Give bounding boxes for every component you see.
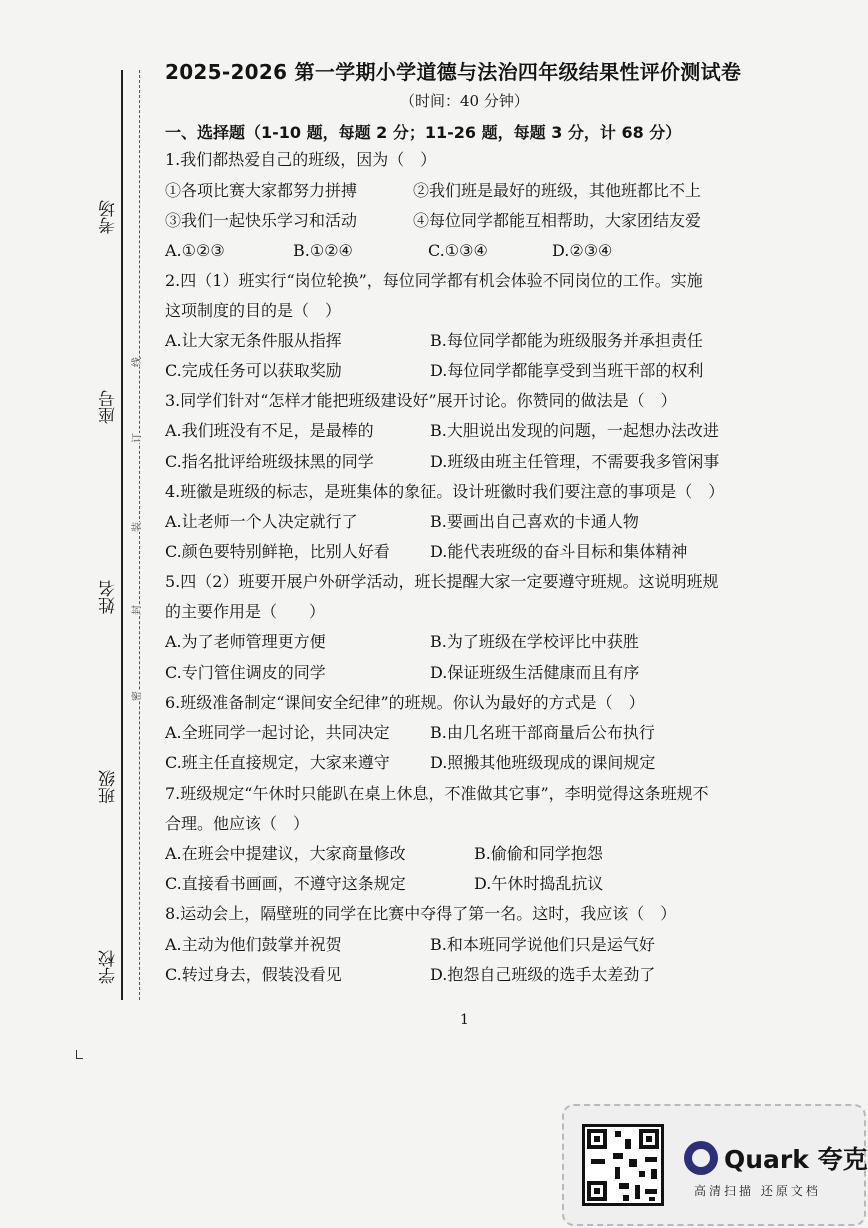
cut-mark-char: 封 (132, 605, 143, 615)
choice-item: ①各项比赛大家都努力拼搏 (165, 181, 358, 200)
field-label-school: 学校 (99, 950, 119, 984)
option-b: B.偷偷和同学抱怨 (474, 844, 603, 863)
question-stem: 6.班级准备制定“课间安全纪律”的班规。你认为最好的方式是（ ） (165, 693, 645, 712)
option-c: C.转过身去，假装没看见 (165, 965, 342, 984)
question-stem: 8.运动会上，隔壁班的同学在比赛中夺得了第一名。这时，我应该（ ） (165, 904, 677, 923)
option-c: C.专门管住调皮的同学 (165, 663, 326, 682)
field-label-exam-room: 考场 (99, 200, 119, 234)
cut-mark-char: 订 (132, 433, 143, 443)
option-c: C.完成任务可以获取奖励 (165, 361, 342, 380)
option-b: B.由几名班干部商量后公布执行 (430, 723, 655, 742)
option-b: B.要画出自己喜欢的卡通人物 (430, 512, 639, 531)
quark-logo-icon (684, 1141, 718, 1175)
option-a: A.为了老师管理更方便 (165, 632, 326, 651)
option-d: D.抱怨自己班级的选手太差劲了 (430, 965, 656, 984)
choice-item: ④每位同学都能互相帮助，大家团结友爱 (413, 211, 702, 230)
option-a: A.全班同学一起讨论，共同决定 (165, 723, 390, 742)
section-heading: 一、选择题（1-10 题，每题 2 分；11-26 题，每题 3 分，计 68 分） (165, 123, 682, 142)
field-label-seat-number: 座号 (99, 390, 119, 424)
option-c: C.颜色要特别鲜艳，比别人好看 (165, 542, 390, 561)
quark-tagline: 高清扫描 还原文档 (694, 1184, 821, 1198)
option-a: A.我们班没有不足，是最棒的 (165, 421, 374, 440)
option-c: C.指名批评给班级抹黑的同学 (165, 452, 374, 471)
choice-item: ②我们班是最好的班级，其他班都比不上 (413, 181, 702, 200)
binding-dashed-line (139, 70, 140, 1000)
option-d: D.午休时捣乱抗议 (474, 874, 604, 893)
exam-time: （时间：40 分钟） (400, 92, 529, 110)
cut-mark-char: 装 (132, 522, 143, 532)
option-a: A.让大家无条件服从指挥 (165, 331, 342, 350)
option-c: C.班主任直接规定，大家来遵守 (165, 753, 390, 772)
field-label-name: 姓名 (99, 580, 119, 614)
question-stem: 合理。他应该（ ） (165, 814, 310, 833)
cut-mark-char: 线 (132, 357, 143, 367)
question-stem: 2.四（1）班实行“岗位轮换”，每位同学都有机会体验不同岗位的工作。实施 (165, 271, 703, 290)
option-b: B.大胆说出发现的问题，一起想办法改进 (430, 421, 719, 440)
qr-code-icon (582, 1124, 664, 1206)
question-stem: 1.我们都热爱自己的班级，因为（ ） (165, 150, 437, 169)
field-label-class: 班级 (99, 770, 119, 804)
option-c: C.直接看书画画，不遵守这条规定 (165, 874, 406, 893)
option-a: A.①②③ (165, 241, 225, 260)
question-stem: 7.班级规定“午休时只能趴在桌上休息，不准做其它事”，李明觉得这条班规不 (165, 784, 709, 803)
question-stem: 这项制度的目的是（ ） (165, 301, 342, 320)
option-d: D.能代表班级的奋斗目标和集体精神 (430, 542, 688, 561)
choice-item: ③我们一起快乐学习和活动 (165, 211, 358, 230)
option-a: A.让老师一个人决定就行了 (165, 512, 358, 531)
corner-crop-mark (76, 1050, 83, 1059)
option-a: A.在班会中提建议，大家商量修改 (165, 844, 406, 863)
quark-brand (684, 1140, 868, 1176)
exam-title: 2025-2026 第一学期小学道德与法治四年级结果性评价测试卷 (165, 60, 742, 84)
option-d: D.照搬其他班级现成的课间规定 (430, 753, 656, 772)
option-b: B.每位同学都能为班级服务并承担责任 (430, 331, 703, 350)
question-stem: 的主要作用是（ ） (165, 602, 326, 621)
cut-mark-char: 密 (132, 691, 143, 701)
option-a: A.主动为他们鼓掌并祝贺 (165, 935, 342, 954)
option-d: D.每位同学都能享受到当班干部的权利 (430, 361, 704, 380)
question-stem: 4.班徽是班级的标志，是班集体的象征。设计班徽时我们要注意的事项是（ ） (165, 482, 725, 501)
option-b: B.①②④ (293, 241, 353, 260)
option-b: B.为了班级在学校评比中获胜 (430, 632, 639, 651)
option-d: D.保证班级生活健康而且有序 (430, 663, 640, 682)
option-d: D.②③④ (552, 241, 613, 260)
page-number: 1 (460, 1012, 469, 1028)
option-b: B.和本班同学说他们只是运气好 (430, 935, 655, 954)
option-c: C.①③④ (428, 241, 488, 260)
question-stem: 3.同学们针对“怎样才能把班级建设好”展开讨论。你赞同的做法是（ ） (165, 391, 677, 410)
option-d: D.班级由班主任管理，不需要我多管闲事 (430, 452, 720, 471)
quark-brand-name: Quark 夸克 (724, 1145, 868, 1174)
question-stem: 5.四（2）班要开展户外研学活动，班长提醒大家一定要遵守班规。这说明班规 (165, 572, 719, 591)
